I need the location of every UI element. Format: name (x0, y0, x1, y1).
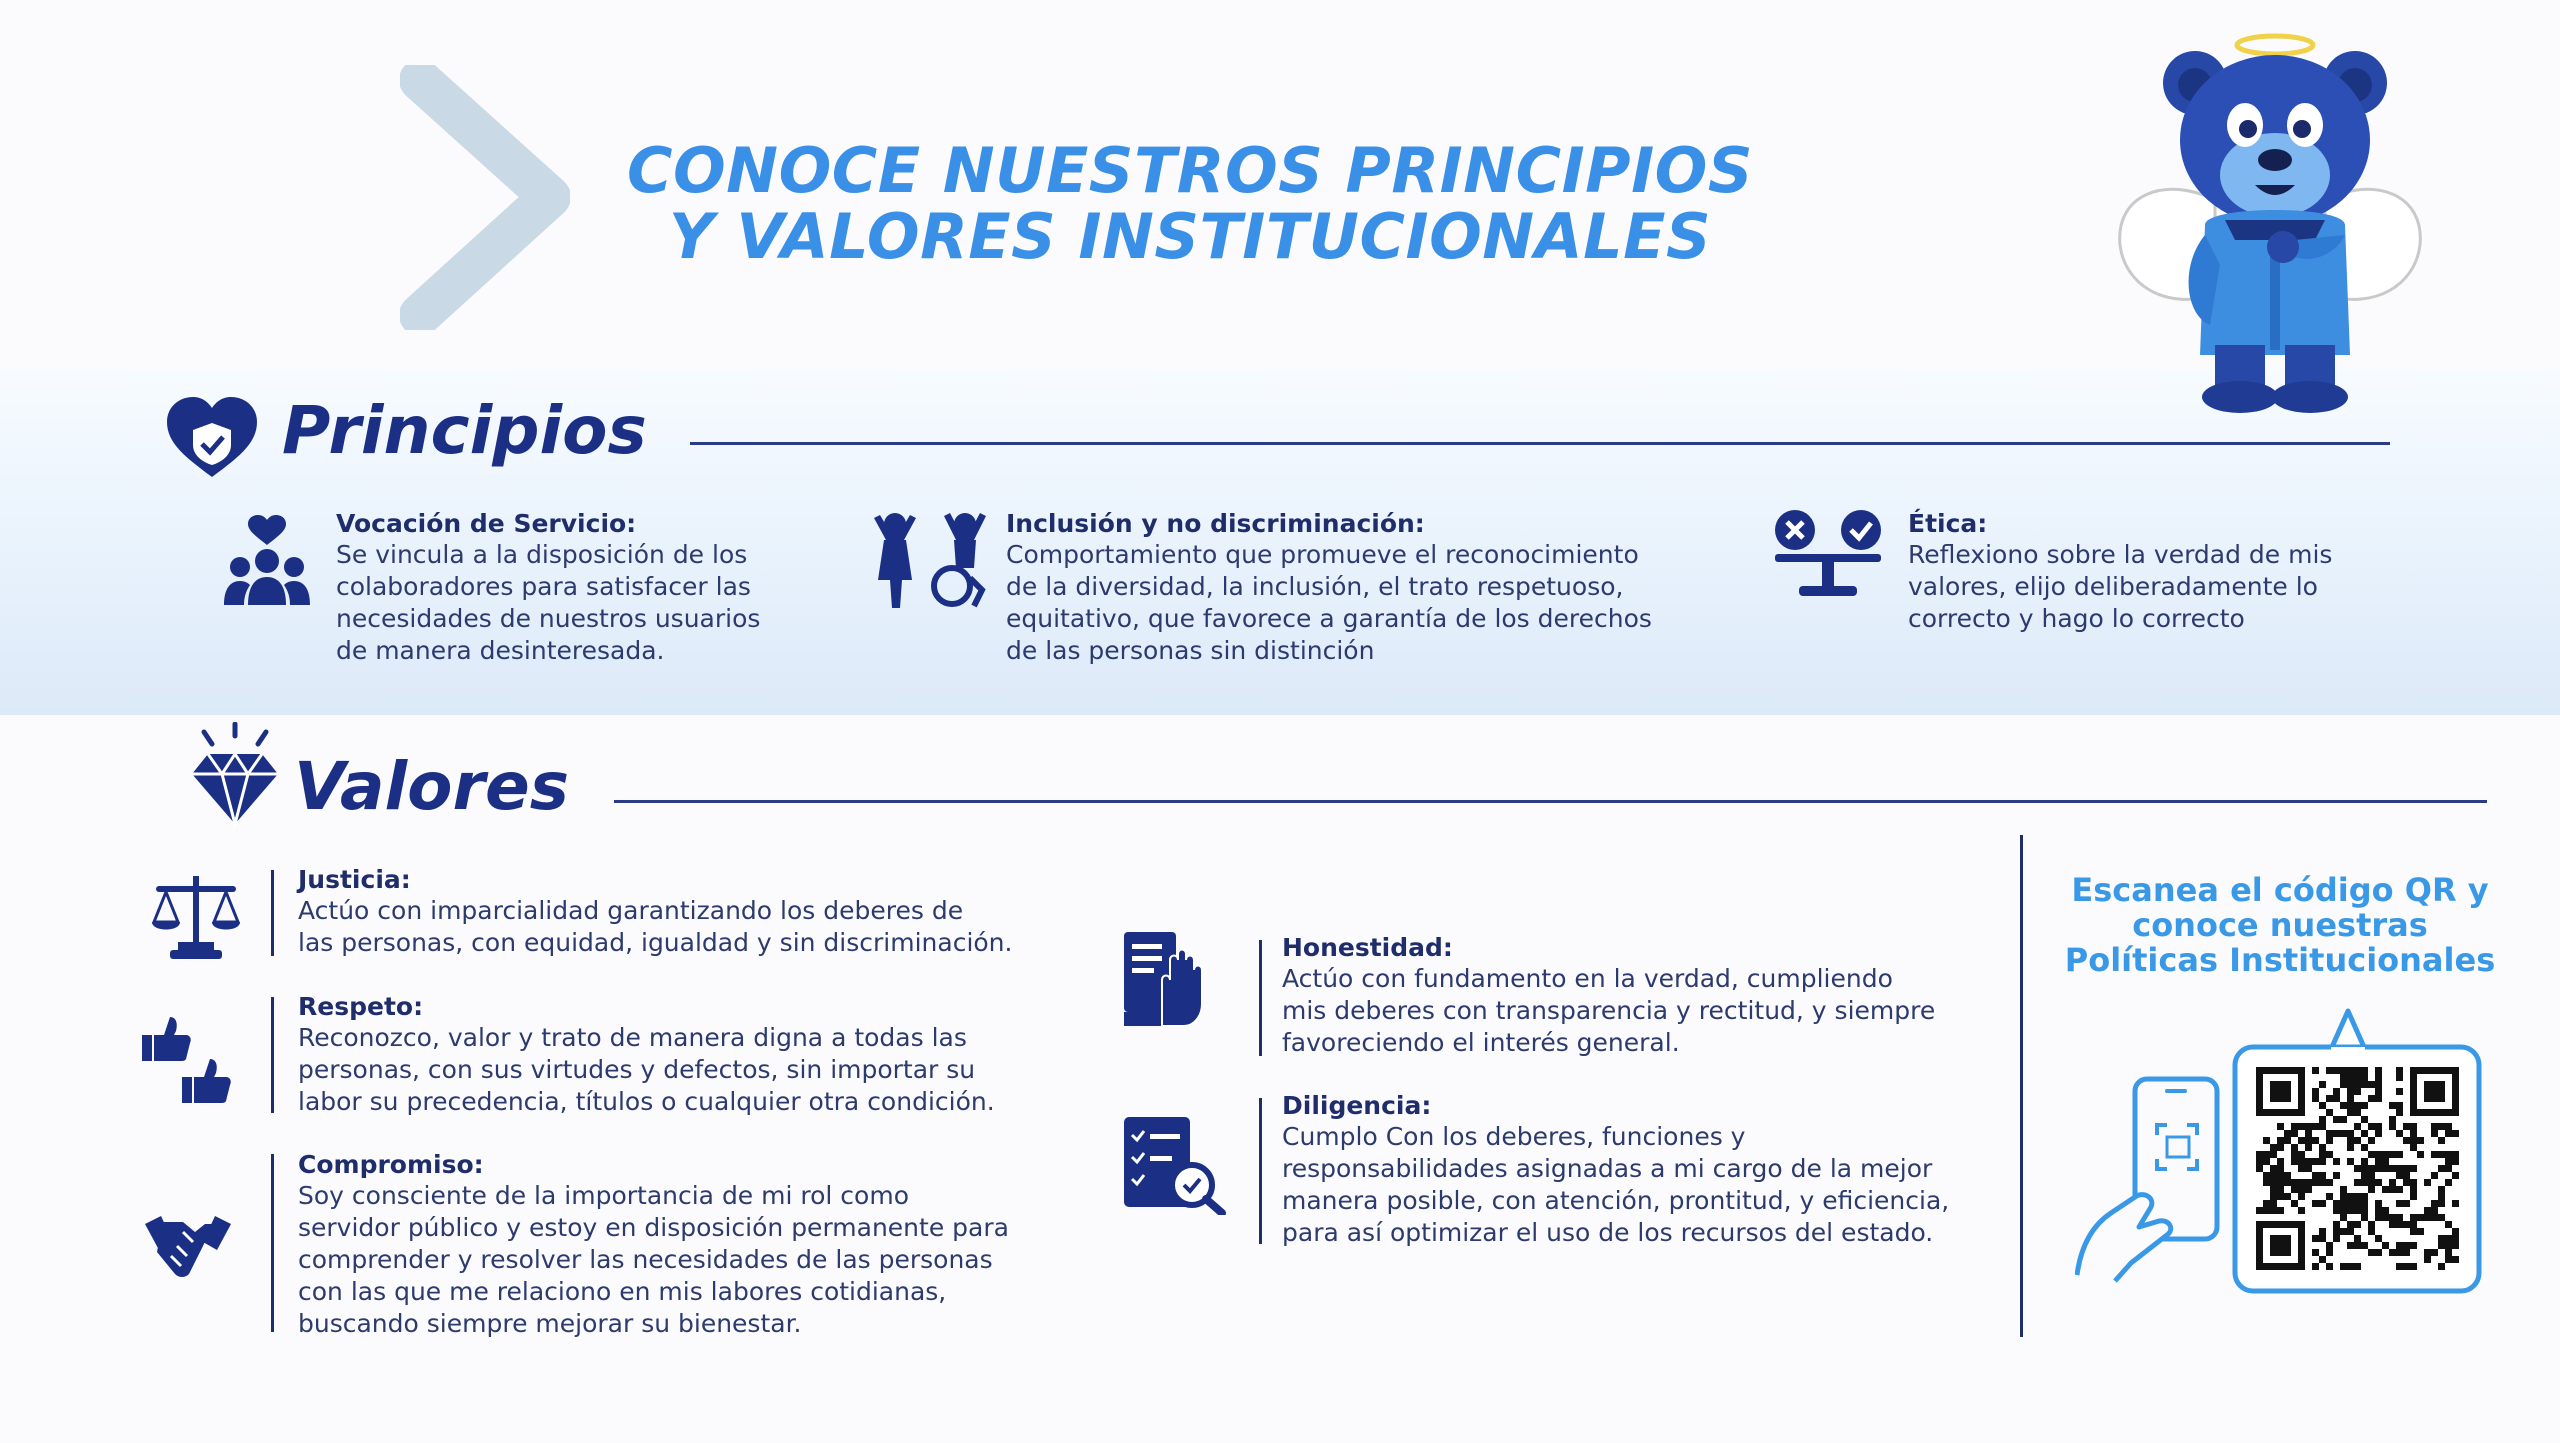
text-line: de la diversidad, la inclusión, el trato respetuoso, (1006, 572, 1624, 601)
text-line: Actúo con fundamento en la verdad, cumpliendo (1282, 964, 1893, 993)
text-line: favoreciendo el interés general. (1282, 1028, 1680, 1057)
text-line: mis deberes con transparencia y rectitud, y siempre (1282, 996, 1936, 1025)
text-line: necesidades de nuestros usuarios (336, 604, 761, 633)
scales-icon (150, 872, 242, 960)
principio-vocacion (336, 508, 856, 667)
valor-compromiso (298, 1149, 1098, 1340)
qr-code[interactable] (2232, 1005, 2482, 1295)
text-line: Reflexiono sobre la verdad de mis (1908, 540, 2333, 569)
text-line: correcto y hago lo correcto (1908, 604, 2245, 633)
text-line: comprender y resolver las necesidades de las personas (298, 1245, 993, 1274)
inclusion-icon (870, 510, 995, 610)
thumbs-up-icon (140, 1015, 232, 1105)
text-line: las personas, con equidad, igualdad y sin discriminación. (298, 928, 1013, 957)
text-line: responsabilidades asignadas a mi cargo de la mejor (1282, 1154, 1933, 1183)
qr-divider (2020, 835, 2023, 1337)
handshake-icon (143, 1212, 233, 1282)
text-line: manera posible, con atención, prontitud, y eficiencia, (1282, 1186, 1950, 1215)
valores-divider (614, 800, 2487, 803)
heart-shield-icon (165, 395, 260, 480)
principio-title: Inclusión y no discriminación: (1006, 509, 1425, 538)
text-line: buscando siempre mejorar su bienestar. (298, 1309, 802, 1338)
phone-scan-icon (2075, 1075, 2225, 1285)
text-line: labor su precedencia, títulos o cualquier otra condición. (298, 1087, 995, 1116)
valor-title: Honestidad: (1282, 933, 1453, 962)
valor-justicia (298, 864, 1078, 959)
honestidad-bar (1259, 940, 1262, 1056)
text-line: equitativo, que favorece a garantía de los derechos (1006, 604, 1652, 633)
angel-bear-mascot (2105, 25, 2435, 420)
text-line: valores, elijo deliberadamente lo (1908, 572, 2318, 601)
principios-heading: Principios (282, 392, 647, 469)
valor-title: Diligencia: (1282, 1091, 1432, 1120)
diamond-icon (190, 722, 280, 827)
text-line: Cumplo Con los deberes, funciones y (1282, 1122, 1746, 1151)
valor-title: Justicia: (298, 865, 411, 894)
honesty-hand-icon (1122, 930, 1222, 1030)
valor-title: Respeto: (298, 992, 424, 1021)
text-line: de manera desinteresada. (336, 636, 665, 665)
text-line: para así optimizar el uso de los recursos del estado. (1282, 1218, 1934, 1247)
text-line: Se vincula a la disposición de los (336, 540, 748, 569)
principio-etica (1908, 508, 2428, 635)
text-line: Actúo con imparcialidad garantizando los deberes de (298, 896, 964, 925)
principio-title: Vocación de Servicio: (336, 509, 637, 538)
text-line: Soy consciente de la importancia de mi rol como (298, 1181, 909, 1210)
valor-honestidad (1282, 932, 2002, 1059)
valor-title: Compromiso: (298, 1150, 484, 1179)
text-line: de las personas sin distinción (1006, 636, 1375, 665)
ethics-balance-icon (1773, 508, 1883, 598)
diligencia-bar (1259, 1098, 1262, 1244)
principio-title: Ética: (1908, 509, 1988, 538)
text-line: colaboradores para satisfacer las (336, 572, 751, 601)
compromiso-bar (271, 1154, 274, 1332)
qr-caption: Escanea el código QR y conoce nuestras Políticas Institucionales (2064, 871, 2496, 979)
page-title: CONOCE NUESTROS PRINCIPIOS Y VALORES INSTITUCIONALES (626, 134, 1754, 273)
justicia-bar (271, 870, 274, 956)
valor-respeto (298, 991, 1098, 1118)
valor-diligencia (1282, 1090, 2022, 1249)
text-line: personas, con sus virtudes y defectos, sin importar su (298, 1055, 976, 1084)
checklist-icon (1122, 1115, 1227, 1215)
text-line: Comportamiento que promueve el reconocimiento (1006, 540, 1639, 569)
chevron-right-icon (400, 65, 570, 330)
respeto-bar (271, 997, 274, 1113)
principios-divider (690, 442, 2390, 445)
valores-heading: Valores (294, 748, 570, 825)
text-line: Reconozco, valor y trato de manera digna a todas las (298, 1023, 967, 1052)
principio-inclusion (1006, 508, 1726, 667)
community-service-icon (222, 515, 312, 607)
text-line: servidor público y estoy en disposición permanente para (298, 1213, 1009, 1242)
text-line: con las que me relaciono en mis labores cotidianas, (298, 1277, 947, 1306)
